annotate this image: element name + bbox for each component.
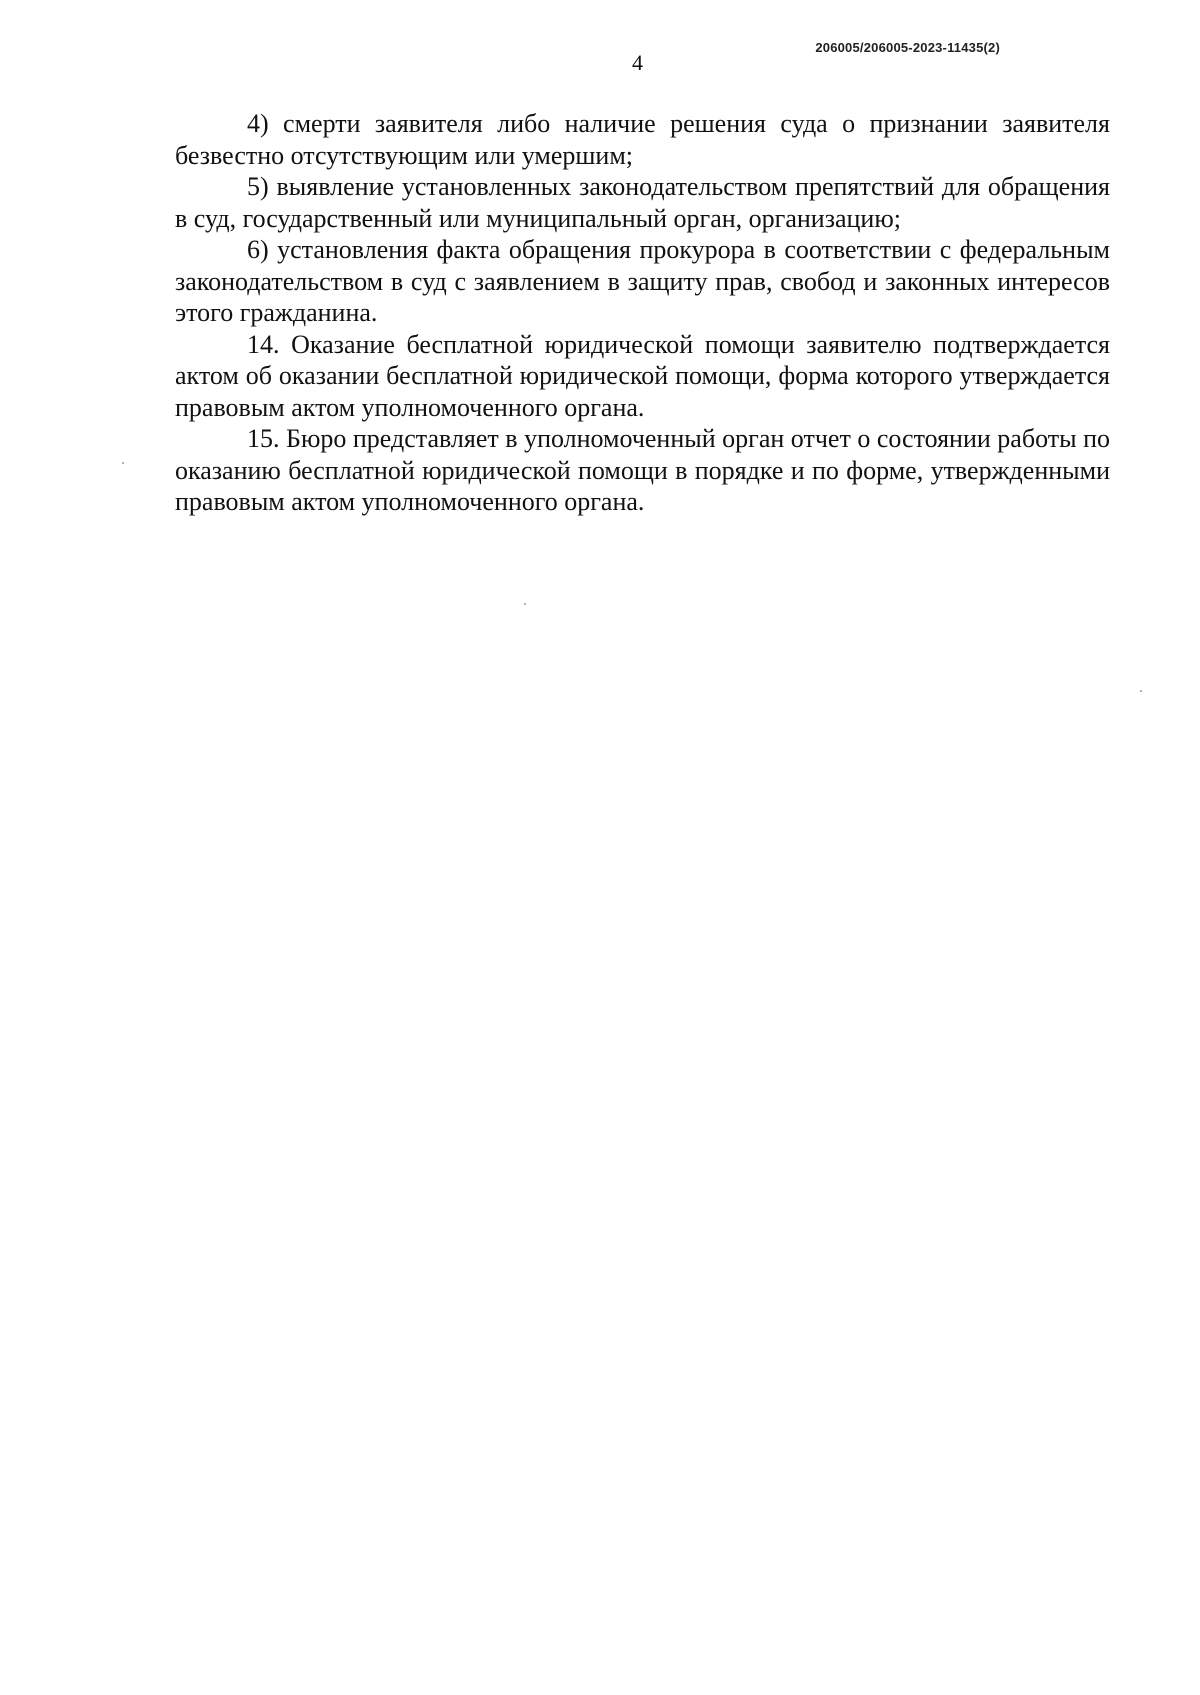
paragraph-item-6: 6) установления факта обращения прокурора в соответствии с федеральным законодательством в суд с заявлением в защиту прав, свобод и законных интересов этого гражданина. bbox=[175, 235, 1110, 327]
page-number: 4 bbox=[632, 50, 643, 75]
scan-speck bbox=[1140, 690, 1142, 692]
paragraph-item-5: 5) выявление установленных законодательством препятствий для обращения в суд, государственный или муниципальный орган, организацию; bbox=[175, 172, 1110, 233]
document-body bbox=[175, 108, 1110, 518]
paragraph-item-4: 4) смерти заявителя либо наличие решения суда о признании заявителя безвестно отсутствующим или умершим; bbox=[175, 109, 1110, 170]
scan-speck bbox=[524, 603, 526, 605]
scan-speck bbox=[122, 462, 124, 464]
paragraph-clause-15: 15. Бюро представляет в уполномоченный орган отчет о состоянии работы по оказанию бесплатной юридической помощи в порядке и по форме, утвержденными правовым актом уполномоченного органа. bbox=[175, 424, 1110, 516]
paragraph-clause-14: 14. Оказание бесплатной юридической помощи заявителю подтверждается актом об оказании бесплатной юридической помощи, форма которого утверждается правовым актом уполномоченного органа. bbox=[175, 329, 1110, 422]
document-id: 206005/206005-2023-11435(2) bbox=[815, 40, 1000, 55]
